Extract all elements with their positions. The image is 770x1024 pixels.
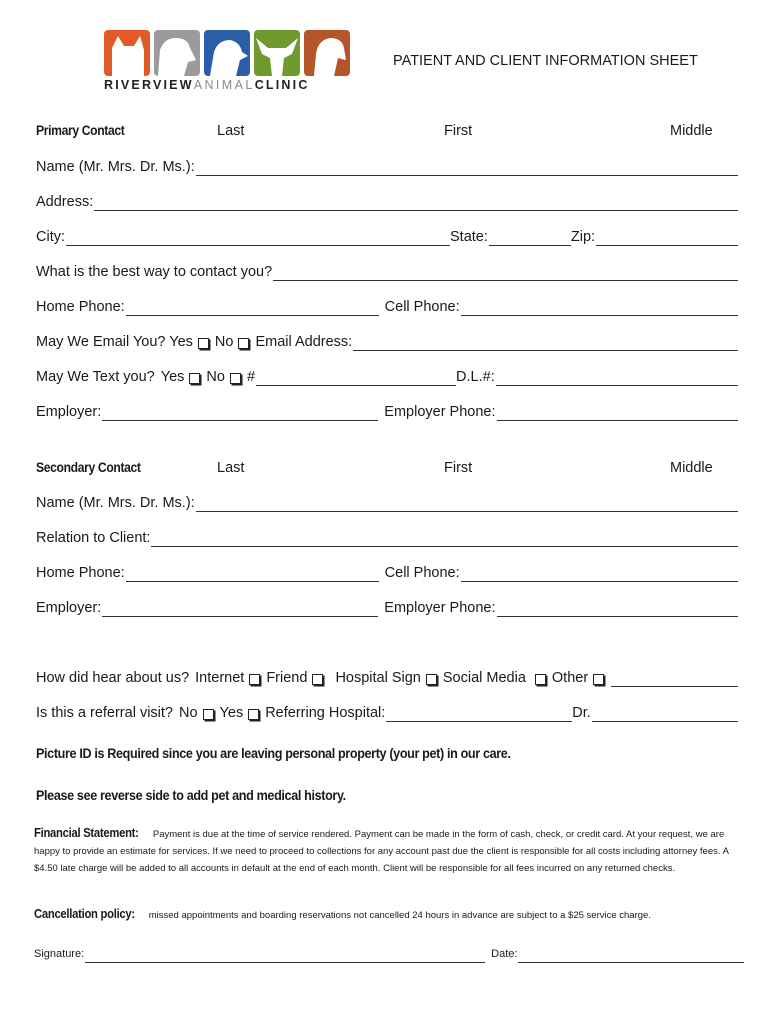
contact-way-field[interactable] bbox=[273, 265, 738, 281]
secondary-phone-row bbox=[36, 564, 738, 582]
secondary-employer-phone-label: Employer Phone: bbox=[384, 600, 496, 616]
secondary-cell-phone-field[interactable] bbox=[461, 566, 738, 582]
hear-other-checkbox[interactable] bbox=[593, 674, 604, 685]
relation-field[interactable] bbox=[151, 531, 738, 547]
referral-question: Is this a referral visit? bbox=[36, 705, 173, 721]
picture-id-notice: Picture ID is Required since you are leaving personal property (your pet) in our care. bbox=[36, 745, 511, 761]
email-question: May We Email You? Yes bbox=[36, 334, 193, 350]
logo-horse-icon bbox=[304, 30, 350, 76]
secondary-home-phone-field[interactable] bbox=[126, 566, 379, 582]
financial-statement-heading: Financial Statement: bbox=[34, 826, 139, 840]
dl-label: D.L.#: bbox=[456, 369, 495, 385]
logo-bird-icon bbox=[204, 30, 250, 76]
text-yes-label: Yes bbox=[160, 369, 185, 385]
reverse-side-notice: Please see reverse side to add pet and medical history. bbox=[36, 787, 346, 803]
financial-statement bbox=[34, 825, 746, 877]
logo-bull-icon bbox=[254, 30, 300, 76]
primary-middle-label: Middle bbox=[670, 123, 713, 139]
logo-word-3: CLINIC bbox=[254, 78, 310, 92]
primary-employer-phone-field[interactable] bbox=[497, 405, 738, 421]
page-title: PATIENT AND CLIENT INFORMATION SHEET bbox=[393, 53, 698, 69]
text-number-field[interactable] bbox=[256, 370, 456, 386]
text-row bbox=[36, 368, 738, 386]
date-label: Date: bbox=[491, 948, 518, 960]
referral-yes-label: Yes bbox=[219, 705, 244, 721]
referral-no-checkbox[interactable] bbox=[203, 709, 214, 720]
text-yes-checkbox[interactable] bbox=[189, 373, 200, 384]
primary-employer-phone-label: Employer Phone: bbox=[384, 404, 496, 420]
text-number-label: # bbox=[246, 369, 256, 385]
signature-label: Signature: bbox=[34, 948, 85, 960]
address-label: Address: bbox=[36, 194, 94, 210]
primary-first-label: First bbox=[444, 123, 473, 139]
hear-social-media-checkbox[interactable] bbox=[535, 674, 546, 685]
dl-field[interactable] bbox=[496, 370, 738, 386]
hear-other-field[interactable] bbox=[611, 671, 738, 687]
secondary-last-label: Last bbox=[217, 460, 245, 476]
secondary-middle-label: Middle bbox=[670, 460, 713, 476]
address-row bbox=[36, 193, 738, 211]
referral-no-label: No bbox=[179, 705, 198, 721]
primary-contact-heading: Primary Contact bbox=[36, 123, 125, 138]
secondary-employer-field[interactable] bbox=[102, 601, 378, 617]
secondary-home-phone-label: Home Phone: bbox=[36, 565, 125, 581]
primary-name-label: Name (Mr. Mrs. Dr. Ms.): bbox=[36, 159, 195, 175]
secondary-employer-phone-field[interactable] bbox=[497, 601, 738, 617]
logo-cat-icon bbox=[104, 30, 150, 76]
secondary-name-label: Name (Mr. Mrs. Dr. Ms.): bbox=[36, 495, 195, 511]
state-label: State: bbox=[450, 229, 488, 245]
text-no-label: No bbox=[206, 369, 225, 385]
hear-social-media-label: Social Media bbox=[442, 670, 526, 686]
address-field[interactable] bbox=[94, 195, 738, 211]
secondary-contact-heading: Secondary Contact bbox=[36, 460, 141, 475]
zip-label: Zip: bbox=[570, 229, 596, 245]
text-question: May We Text you? bbox=[36, 369, 155, 385]
contact-way-row bbox=[36, 263, 738, 281]
primary-cell-phone-label: Cell Phone: bbox=[384, 299, 460, 315]
secondary-cell-phone-label: Cell Phone: bbox=[384, 565, 460, 581]
hear-hospital-sign-checkbox[interactable] bbox=[426, 674, 437, 685]
referring-dr-field[interactable] bbox=[592, 706, 738, 722]
secondary-name-field[interactable] bbox=[196, 496, 738, 512]
logo-word-1: RIVERVIEW bbox=[104, 78, 194, 92]
primary-employer-field[interactable] bbox=[102, 405, 378, 421]
city-row bbox=[36, 228, 738, 246]
primary-cell-phone-field[interactable] bbox=[461, 300, 738, 316]
hear-hospital-sign-label: Hospital Sign bbox=[335, 670, 421, 686]
secondary-name-row bbox=[36, 494, 738, 512]
hear-about-row bbox=[36, 669, 738, 687]
primary-name-row bbox=[36, 158, 738, 176]
cancellation-policy-heading: Cancellation policy: bbox=[34, 907, 135, 921]
primary-employer-row bbox=[36, 403, 738, 421]
hear-internet-checkbox[interactable] bbox=[249, 674, 260, 685]
financial-statement-text: Payment is due at the time of service rendered. Payment can be made in the form of cash, check, or credit card. At your request, we are happy to provide an estimate for services. If we need to proceed to collections for any account past due the client is responsible for all costs including attorney fees. A $4.50 late charge will be added to all accounts in default at the end of each month. Client will be responsible for all fees incurred on any returned checks. bbox=[34, 829, 729, 874]
city-label: City: bbox=[36, 229, 65, 245]
secondary-employer-label: Employer: bbox=[36, 600, 102, 616]
city-field[interactable] bbox=[66, 230, 450, 246]
email-no-checkbox[interactable] bbox=[238, 338, 249, 349]
zip-field[interactable] bbox=[596, 230, 738, 246]
referral-yes-checkbox[interactable] bbox=[248, 709, 259, 720]
primary-home-phone-field[interactable] bbox=[126, 300, 379, 316]
primary-phone-row bbox=[36, 298, 738, 316]
hear-other-label: Other bbox=[551, 670, 589, 686]
primary-employer-label: Employer: bbox=[36, 404, 102, 420]
cancellation-policy-text: missed appointments and boarding reservations not cancelled 24 hours in advance are subject to a $25 service charge. bbox=[148, 910, 651, 921]
secondary-employer-row bbox=[36, 599, 738, 617]
signature-field[interactable] bbox=[85, 951, 485, 963]
relation-row bbox=[36, 529, 738, 547]
contact-way-label: What is the best way to contact you? bbox=[36, 264, 273, 280]
referral-row bbox=[36, 704, 738, 722]
primary-last-label: Last bbox=[217, 123, 245, 139]
hear-internet-label: Internet bbox=[195, 670, 245, 686]
referring-dr-label: Dr. bbox=[572, 705, 591, 721]
logo-dog-icon bbox=[154, 30, 200, 76]
cancellation-policy bbox=[34, 906, 746, 924]
primary-home-phone-label: Home Phone: bbox=[36, 299, 125, 315]
email-row bbox=[36, 333, 738, 351]
primary-name-field[interactable] bbox=[196, 160, 738, 176]
secondary-first-label: First bbox=[444, 460, 473, 476]
text-no-checkbox[interactable] bbox=[230, 373, 241, 384]
hear-friend-label: Friend bbox=[266, 670, 308, 686]
email-address-label: Email Address: bbox=[255, 334, 353, 350]
signature-row bbox=[34, 945, 744, 963]
relation-label: Relation to Client: bbox=[36, 530, 151, 546]
state-field[interactable] bbox=[489, 230, 571, 246]
date-field[interactable] bbox=[518, 951, 744, 963]
logo-wordmark bbox=[104, 78, 310, 92]
email-no-label: No bbox=[214, 334, 234, 350]
email-yes-checkbox[interactable] bbox=[198, 338, 209, 349]
referring-hospital-label: Referring Hospital: bbox=[265, 705, 386, 721]
email-address-field[interactable] bbox=[353, 335, 738, 351]
logo-word-2: ANIMAL bbox=[193, 78, 255, 92]
referring-hospital-field[interactable] bbox=[386, 706, 572, 722]
hear-question: How did hear about us? bbox=[36, 670, 190, 686]
hear-friend-checkbox[interactable] bbox=[312, 674, 323, 685]
